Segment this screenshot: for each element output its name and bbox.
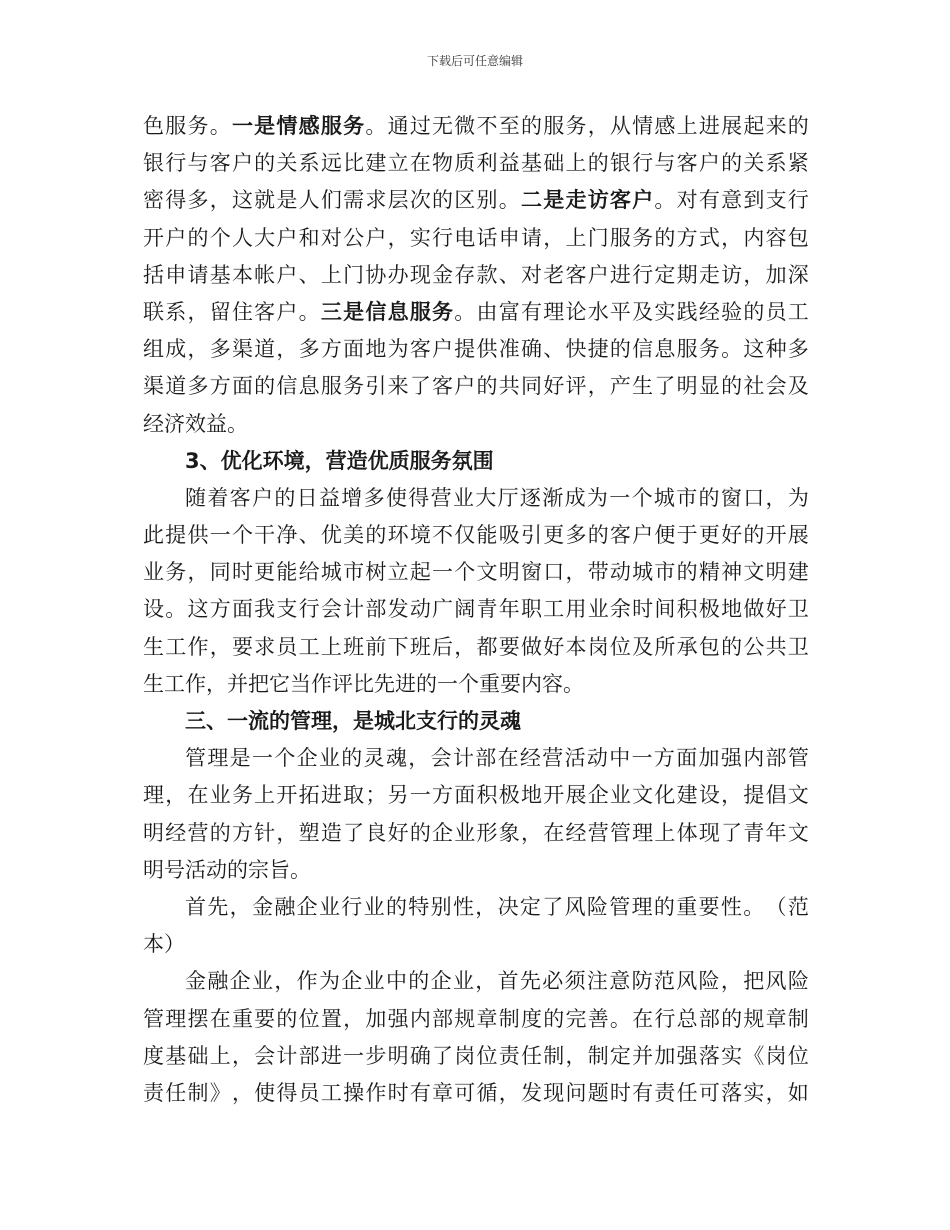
text-line: 经济效益。 — [143, 411, 248, 436]
text-line: 色 服 务 。 一 是 情 感 服 务 。 通 过 无 微 不 至 的 服 务 ， 从 情 感 上 进 展 起 来 的 — [143, 114, 809, 138]
text-line: 开 户 的 个 人 大 户 和 对 公 户 ， 实 行 电 话 申 请 ， 上 门 服 务 的 方 式 ， 内 容 包 — [143, 225, 809, 250]
text-line: 明 经 营 的 方 针 ， 塑 造 了 良 好 的 企 业 形 象 ， 在 经 营 管 理 上 体 现 了 青 年 文 — [143, 820, 809, 845]
text-line: 度 基 础 上 ， 会 计 部 进 一 步 明 确 了 岗 位 责 任 制 ， 制 定 并 加 强 落 实 《 岗 位 — [143, 1043, 809, 1068]
text-line: 银 行 与 客 户 的 关 系 远 比 建 立 在 物 质 利 益 基 础 上 的 银 行 与 客 户 的 关 系 紧 — [143, 151, 809, 176]
section-heading: 3、优化环境，营造优质服务氛围 — [185, 448, 494, 473]
text-line: 组 成 ， 多 渠 道 ， 多 方 面 地 为 客 户 提 供 准 确 、 快 捷 的 信 息 服 务 。 这 种 多 — [143, 337, 809, 362]
text-line: 随 着 客 户 的 日 益 增 多 使 得 营 业 大 厅 逐 渐 成 为 一 个 城 市 的 窗 口 ， 为 — [185, 485, 809, 510]
text-line: 明号活动的宗旨。 — [143, 857, 311, 882]
text-line: 渠 道 多 方 面 的 信 息 服 务 引 来 了 客 户 的 共 同 好 评 ， 产 生 了 明 显 的 社 会 及 — [143, 374, 809, 399]
text-line: 联 系 ， 留 住 客 户 。 三 是 信 息 服 务 。 由 富 有 理 论 水 平 及 实 践 经 验 的 员 工 — [143, 299, 809, 324]
text-line: 本） — [143, 932, 185, 957]
text-line: 责 任 制 》 ， 使 得 员 工 操 作 时 有 章 可 循 ， 发 现 问 题 时 有 责 任 可 落 实 ， 如 — [143, 1080, 809, 1105]
text-line: 业 务 ， 同 时 更 能 给 城 市 树 立 起 一 个 文 明 窗 口 ， 带 动 城 市 的 精 神 文 明 建 — [143, 560, 809, 585]
text-line: 生工作，并把它当作评比先进的一个重要内容。 — [143, 671, 584, 696]
text-line: 理 ， 在 业 务 上 开 拓 进 取 ； 另 一 方 面 积 极 地 开 展 企 业 文 化 建 设 ， 提 倡 文 — [143, 783, 809, 808]
text-line: 金 融 企 业 ， 作 为 企 业 中 的 企 业 ， 首 先 必 须 注 意 防 范 风 险 ， 把 风 险 — [185, 969, 809, 994]
text-line: 管 理 是 一 个 企 业 的 灵 魂 ， 会 计 部 在 经 营 活 动 中 一 方 面 加 强 内 部 管 — [185, 746, 809, 771]
text-line: 括 申 请 基 本 帐 户 、 上 门 协 办 现 金 存 款 、 对 老 客 户 进 行 定 期 走 访 ， 加 深 — [143, 262, 809, 287]
text-line: 首 先 ， 金 融 企 业 行 业 的 特 别 性 ， 决 定 了 风 险 管 理 的 重 要 性 。 （ 范 — [185, 894, 809, 919]
text-line: 此 提 供 一 个 干 净 、 优 美 的 环 境 不 仅 能 吸 引 更 多 的 客 户 便 于 更 好 的 开 展 — [143, 523, 809, 548]
text-line: 生 工 作 ， 要 求 员 工 上 班 前 下 班 后 ， 都 要 做 好 本 岗 位 及 所 承 包 的 公 共 卫 — [143, 634, 809, 659]
text-line: 设 。 这 方 面 我 支 行 会 计 部 发 动 广 阔 青 年 职 工 用 业 余 时 间 积 极 地 做 好 卫 — [143, 597, 809, 622]
page-header: 下载后可任意编辑 — [426, 54, 523, 68]
text-line: 管 理 摆 在 重 要 的 位 置 ， 加 强 内 部 规 章 制 度 的 完 善 。 在 行 总 部 的 规 章 制 — [143, 1006, 809, 1031]
section-heading: 三、一流的管理，是城北支行的灵魂 — [185, 709, 521, 733]
text-line: 密 得 多 ， 这 就 是 人 们 需 求 层 次 的 区 别 。 二 是 走 访 客 户 。 对 有 意 到 支 行 — [143, 188, 809, 213]
document-body — [143, 108, 809, 1112]
